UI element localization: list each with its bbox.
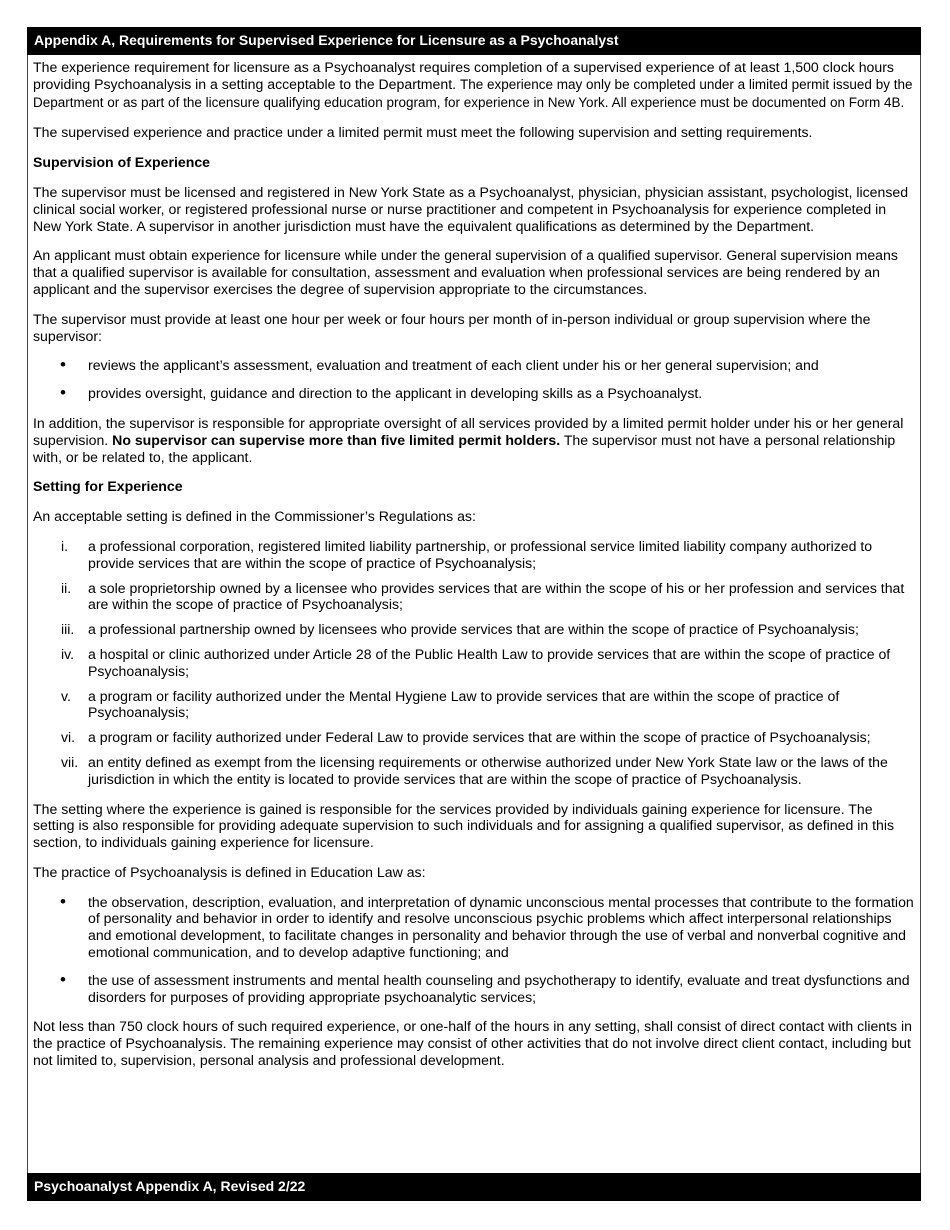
page-title: Appendix A, Requirements for Supervised Experience for Licensure as a Psychoanalyst: [27, 27, 921, 55]
supervision-heading: Supervision of Experience: [33, 154, 211, 171]
list-item: iv. a hospital or clinic authorized under Article 28 of the Public Health Law to provide services that are within the scope of practice of Psychoanalysis;: [61, 645, 891, 679]
list-marker: vii.: [61, 753, 79, 770]
list-item: i. a professional corporation, registered limited liability partnership, or professional service limited liability company authorized to provide services that are within the scope of practice of Psychoanalysis;: [61, 537, 873, 571]
supervision-paragraph-4: In addition, the supervisor is responsible for appropriate oversight of all services provided by a limited permit holder under his or her general supervision. No supervisor can supervise more than five limited permit holders. The supervisor must not have a personal relationship with, or be related to, the applicant.: [33, 414, 904, 465]
intro-paragraph-2: The supervised experience and practice under a limited permit must meet the following supervision and setting requirements.: [33, 124, 813, 141]
supervision-paragraph-1: The supervisor must be licensed and registered in New York State as a Psychoanalyst, physician, physician assistant, psychologist, licensed clinical social worker, or registered professional nurse or nurse practitioner and competent in Psychoanalysis for experience completed in New York State. A supervisor in another jurisdiction must have the equivalent qualifications as determined by the Department.: [33, 183, 909, 234]
list-item: iii. a professional partnership owned by licensees who provide services that are within the scope of practice of Psychoanalysis;: [61, 621, 859, 638]
list-marker: vi.: [61, 729, 76, 746]
list-marker: v.: [61, 687, 71, 704]
supervision-limit-note: No supervisor can supervise more than five limited permit holders.: [112, 431, 561, 448]
intro-paragraph: [33, 59, 917, 111]
list-item: • reviews the applicant’s assessment, evaluation and treatment of each client under his or her general supervision; and: [60, 355, 819, 375]
page-footer: Psychoanalyst Appendix A, Revised 2/22: [27, 1173, 921, 1201]
list-marker: iii.: [61, 621, 75, 638]
setting-heading: Setting for Experience: [33, 478, 183, 495]
list-item: ii. a sole proprietorship owned by a licensee who provides services that are within the scope of his or her profession and services that are within the scope of practice of Psychoanalysis;: [61, 579, 905, 613]
list-item: • the observation, description, evaluation, and interpretation of dynamic unconscious mental processes that contribute to the formation of personality and behavior in order to identify and resolve unconscious psychic problems which affect interpersonal relationships and emotional development, to facilitate changes in personality and behavior through the use of verbal and nonverbal cognitive and emotional communication, and to develop adaptive functioning; and: [60, 891, 914, 961]
list-item: v. a program or facility authorized under the Mental Hygiene Law to provide services that are within the scope of practice of Psychoanalysis;: [61, 687, 840, 721]
practice-paragraph-2: Not less than 750 clock hours of such required experience, or one-half of the hours in any setting, shall consist of direct contact with clients in the practice of Psychoanalysis. The remaining experience may consist of other activities that do not involve direct client contact, including but not limited to, supervision, personal analysis and professional development.: [33, 1018, 912, 1069]
bullet-icon: •: [60, 891, 66, 911]
list-item: • the use of assessment instruments and mental health counseling and psychotherapy to identify, evaluate and treat dysfunctions and disorders for purposes of providing appropriate psychoanalytic services;: [60, 969, 910, 1005]
list-item: vi. a program or facility authorized under Federal Law to provide services that are within the scope of practice of Psychoanalysis;: [61, 729, 871, 746]
setting-paragraph-1: An acceptable setting is defined in the Commissioner’s Regulations as:: [33, 508, 476, 525]
list-marker: ii.: [61, 579, 72, 596]
bullet-icon: •: [60, 383, 66, 403]
list-item: • provides oversight, guidance and direction to the applicant in developing skills as a Psychoanalyst.: [60, 383, 703, 403]
supervision-paragraph-3: The supervisor must provide at least one hour per week or four hours per month of in-person individual or group supervision where the supervisor:: [33, 310, 871, 344]
bullet-icon: •: [60, 969, 66, 989]
setting-list: [33, 538, 917, 788]
practice-paragraph-1: The practice of Psychoanalysis is defined in Education Law as:: [33, 863, 426, 880]
practice-bullet-list: [33, 891, 917, 1006]
document-body: [33, 59, 917, 1082]
list-item: vii. an entity defined as exempt from the licensing requirements or otherwise authorized under New York State law or the laws of the jurisdiction in which the entity is located to provide services that are within the scope of practice of Psychoanalysis.: [61, 753, 888, 787]
supervision-bullet-list: [33, 357, 917, 402]
list-marker: iv.: [61, 645, 75, 662]
setting-paragraph-2: The setting where the experience is gained is responsible for the services provided by individuals gaining experience for licensure. The setting is also responsible for providing adequate supervision to such individuals and for assigning a qualified supervisor, as defined in this section, to individuals gaining experience for licensure.: [33, 800, 895, 851]
supervision-paragraph-2: An applicant must obtain experience for licensure while under the general supervision of a qualified supervisor. General supervision means that a qualified supervisor is available for consultation, assessment and evaluation when professional services are being rendered by an applicant and the supervisor exercises the degree of supervision appropriate to the circumstances.: [33, 247, 898, 297]
list-marker: i.: [61, 537, 69, 554]
intro-text-a: The experience requirement for licensure as a Psychoanalyst requires completion of a supervised experience of at least 1,500 clock hours providing Psychoanalysis in a setting acceptable to the Department.: [33, 59, 894, 92]
bullet-icon: •: [60, 355, 66, 375]
intro-text-b: The experience may only be completed under a limited permit issued by the Department or as part of the licensure qualifying education program, for experience in New York. All experience must be documented on Form 4B.: [33, 76, 913, 110]
